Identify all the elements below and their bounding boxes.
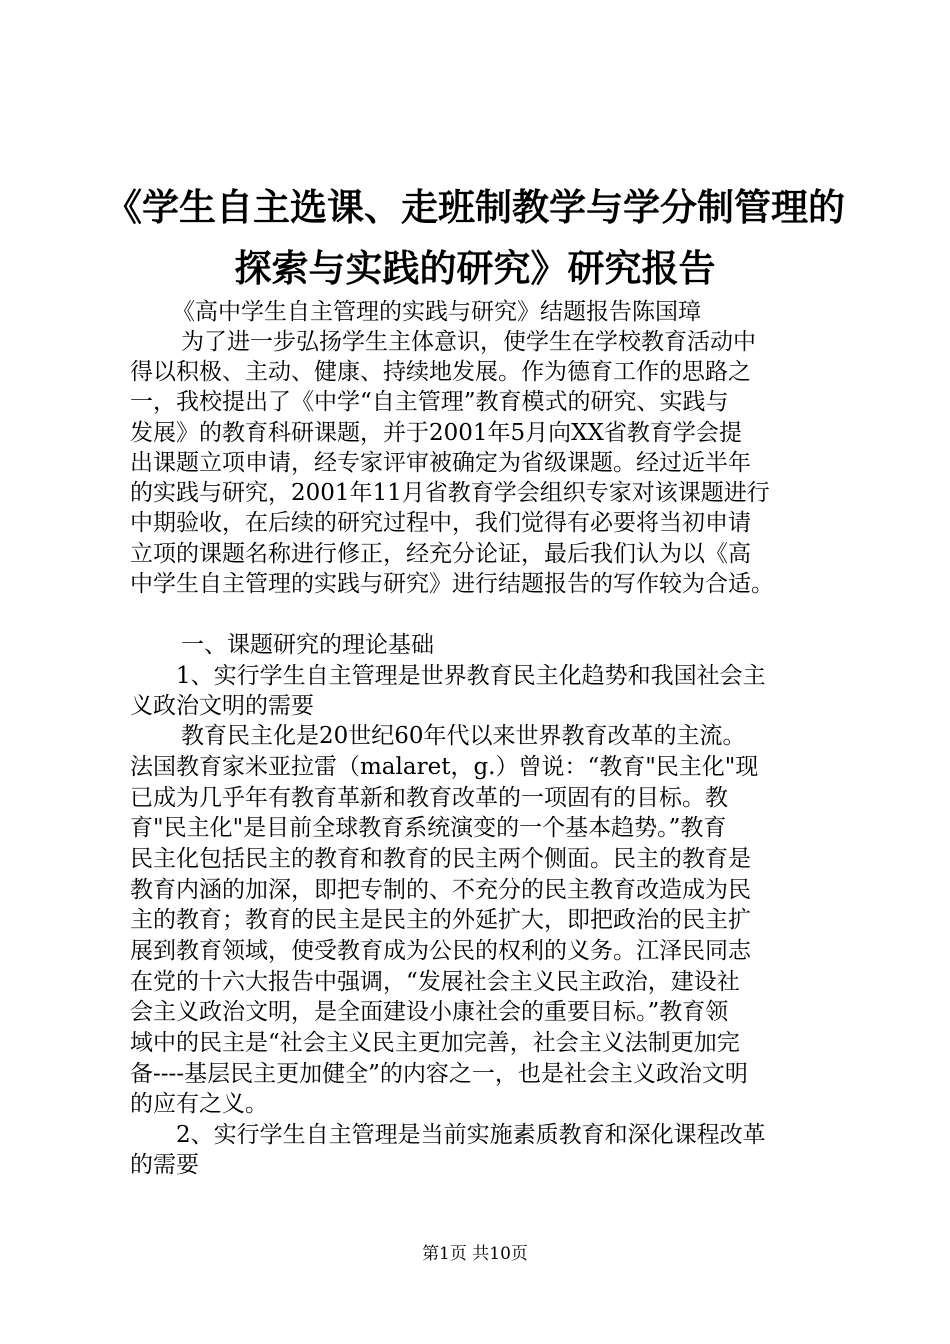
- document-title-line-1: 《学生自主选课、走班制教学与学分制管理的: [105, 186, 845, 229]
- subsection-heading: 的需要: [130, 1152, 199, 1178]
- subtitle-line: 《高中学生自主管理的实践与研究》结题报告陈国璋: [172, 299, 701, 325]
- subsection-heading: 2、实行学生自主管理是当前实施素质教育和深化课程改革: [176, 1122, 766, 1148]
- paragraph-line: 一，我校提出了《中学“自主管理”教育模式的研究、实践与: [130, 389, 729, 415]
- paragraph-line: 中期验收，在后续的研究过程中，我们觉得有必要将当初申请: [130, 510, 751, 536]
- paragraph-line: 出课题立项申请，经专家评审被确定为省级课题。经过近半年: [130, 450, 751, 476]
- subsection-heading: 义政治文明的需要: [130, 693, 314, 719]
- paragraph-line: 得以积极、主动、健康、持续地发展。作为德育工作的思路之: [130, 359, 751, 385]
- paragraph-line: 法国教育家米亚拉雷（malaret，g.）曾说：“教育"民主化"现: [130, 754, 759, 780]
- paragraph-line: 主的教育；教育的民主是民主的外延扩大，即把政治的民主扩: [130, 907, 751, 933]
- paragraph-line: 已成为几乎年有教育革新和教育改革的一项固有的目标。教: [130, 785, 728, 811]
- section-heading: 一、课题研究的理论基础: [181, 632, 434, 658]
- paragraph-line: 民主化包括民主的教育和教育的民主两个侧面。民主的教育是: [130, 846, 751, 872]
- paragraph-line: 教育内涵的加深，即把专制的、不充分的民主教育改造成为民: [130, 877, 751, 903]
- paragraph-line: 的实践与研究，2001年11月省教育学会组织专家对该课题进行: [130, 480, 770, 506]
- paragraph-line: 中学生自主管理的实践与研究》进行结题报告的写作较为合适。: [130, 571, 774, 597]
- subsection-heading: 1、实行学生自主管理是世界教育民主化趋势和我国社会主: [176, 663, 766, 689]
- paragraph-line: 展到教育领域，使受教育成为公民的权利的义务。江泽民同志: [130, 938, 751, 964]
- paragraph-line: 立项的课题名称进行修正，经充分论证，最后我们认为以《高: [130, 541, 751, 567]
- paragraph-line: 备----基层民主更加健全”的内容之一，也是社会主义政治文明: [130, 1061, 748, 1087]
- paragraph-line: 教育民主化是20世纪60年代以来世界教育改革的主流。: [181, 723, 746, 749]
- paragraph-line: 会主义政治文明，是全面建设小康社会的重要目标。”教育领: [130, 999, 729, 1025]
- paragraph-line: 为了进一步弘扬学生主体意识，使学生在学校教育活动中: [181, 329, 756, 355]
- paragraph-line: 的应有之义。: [130, 1091, 268, 1117]
- paragraph-line: 域中的民主是“社会主义民主更加完善，社会主义法制更加完: [130, 1030, 740, 1056]
- paragraph-line: 育"民主化"是目前全球教育系统演变的一个基本趋势。”教育: [130, 815, 727, 841]
- document-title-line-2: 探索与实践的研究》研究报告: [234, 247, 716, 290]
- page-number-footer: 第1页 共10页: [422, 1244, 528, 1264]
- paragraph-line: 发展》的教育科研课题，并于2001年5月向XX省教育学会提: [130, 420, 742, 446]
- paragraph-line: 在党的十六大报告中强调，“发展社会主义民主政治，建设社: [130, 969, 740, 995]
